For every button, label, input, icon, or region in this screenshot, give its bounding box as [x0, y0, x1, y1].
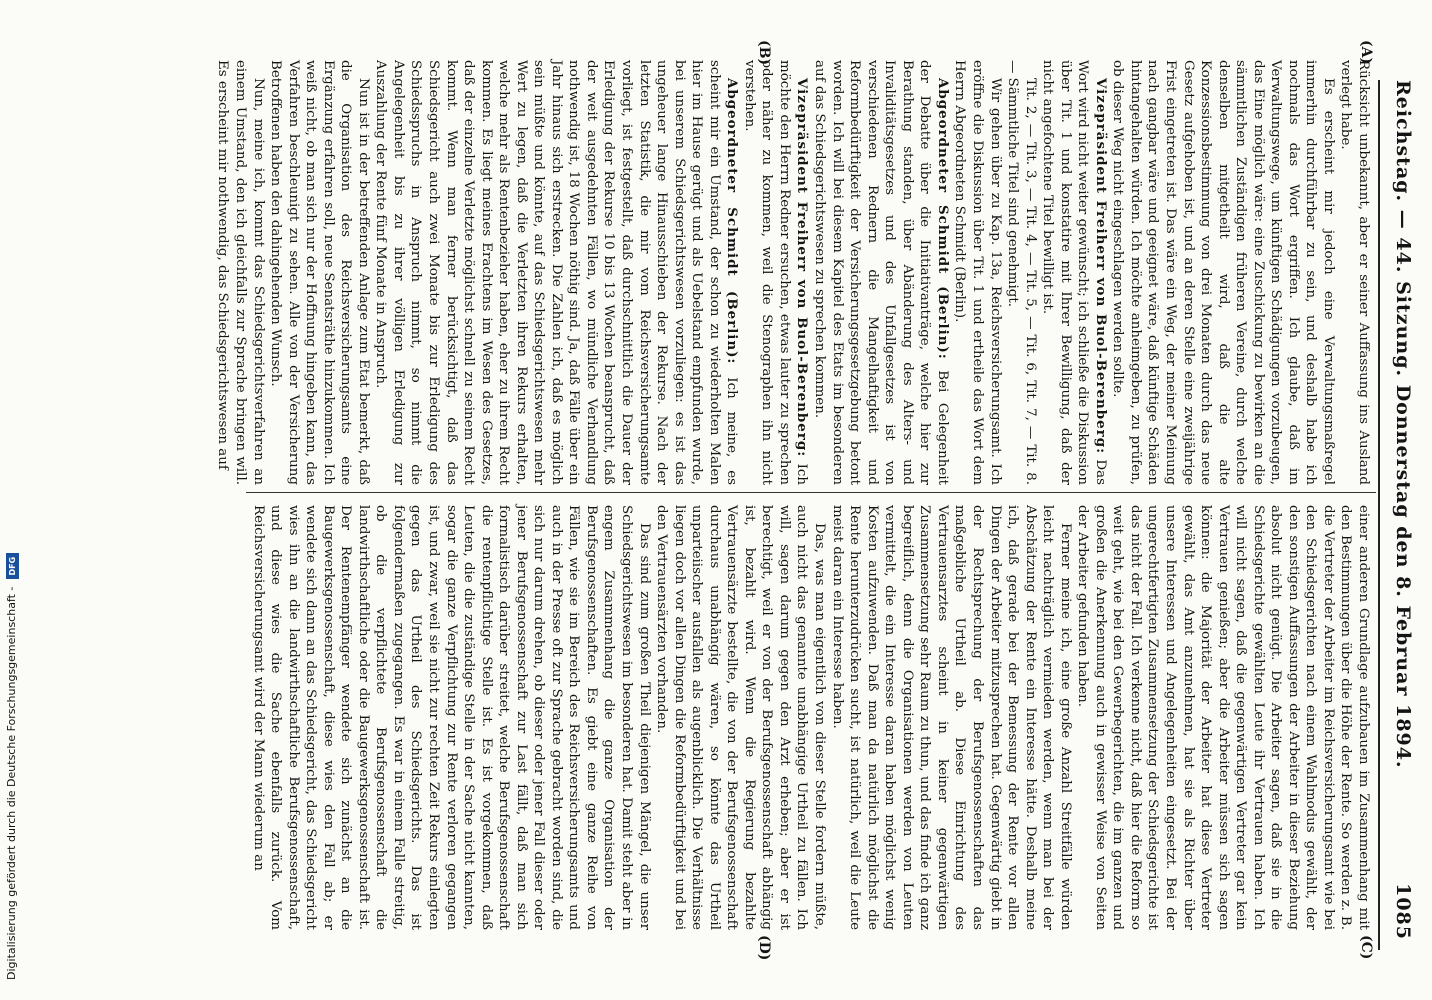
speech-text: Bei Gelegenheit der Debatte über die Initiativanträge, welche hier zur Berathung standen, über Abänderung des Alters- und Invaliditätsgesetzes und des Unfallgesetzes ist von verschiedenen Rednern die Mangelhaftigkeit und Reformbedürftigkeit der Versicherungsgesetzgebung betont worden. Ich will bei diesem Kapitel des Etats im besonderen auf das Schiedsgerichtswesen zu sprechen kommen.	[812, 60, 950, 485]
paragraph: Es erscheint mir jedoch eine Verwaltungsmaßregel immerhin durchführbar zu sein, und deshalb habe ich nochmals das Wort ergriffen. Ich glaube, daß im Verwaltungswege, um künftigen Schädigungen vorzubeugen, das Eine möglich wäre: eine Zuschickung zu bewirken an die sämmtlichen Zuständigen früheren Vereine, durch welche denselben mitgetheilt wird, daß die alte Konzessionsbestimmung von drei Monaten durch das neue Gesetz aufgehoben ist, und an deren Stelle eine zweijährige Frist eingetreten ist. Das wäre ein Weg, der meiner Meinung nach gangbar wäre und geeignet wäre, daß künftige Schäden hintangehalten würden. Ich möchte anheimgeben, zu prüfen, ob dieser Weg nicht eingeschlagen werden sollte.	[1110, 60, 1336, 485]
margin-marker-d: (D)	[756, 935, 772, 961]
speech-text: Ich meine, es scheint mir ein Umstand, der schon zu wiederholten Malen hier im Hause gerügt und als Uebelstand empfunden wurde, bei unserem Schiedsgerichtswesen vorzuliegen: es ist das ungeheuer lange Hinausschieben der Rekurse. Nach der letzten Statistik, die mir vom Reichsversicherungsamte vorliegt, ist festgestellt, daß durchschnittlich die Dauer der Erledigung der Rekurse 10 bis 13 Wochen beansprucht, daß der weit ausgedehnten Fällen, wo mündliche Verhandlung nothwendig ist, 18 Wochen nöthig sind. Ja, daß Fälle über ein Jahr hinaus sich erstrecken. Die Zahlen ich, daß es möglich sein müßte und könnte, auf das Schiedsgerichtswesen mehr Wert zu legen, daß die Verletzten ihren Rekurs erhalten, welche mehr als Rentenbezieher haben, eher zu ihrem Recht kommen. Es liegt meines Erachtens im Wesen des Gesetzes, daß der einzelne Verletzte möglichst schnell zu seinem Recht kommt. Wenn man ferner berücksichtigt, daß das Schiedsgericht auch zwei Monate bis zur Erledigung des Schiedsspruchs in Anspruch nimmt, so nimmt die Angelegenheit bis zu ihrer völligen Erledigung zur Auszahlung der Rente fünf Monate in Anspruch.	[373, 60, 740, 486]
paragraph	[1039, 60, 1109, 485]
paragraph: Wir gehen über zu Kap. 13a, Reichsversicherungsamt. Ich eröffne die Diskussion über Tit. 1 und ertheile das Wort dem Herrn Abgeordneten Schmidt (Berlin).	[952, 60, 1003, 485]
page-number: 1085	[1392, 883, 1414, 940]
paragraph: Das sind zum großen Theil diejenigen Mängel, die unser Schiedsgerichtswesen im besonderen hat. Damit steht aber in engem Zusammenhang die ganze Organisation der Berufsgenossenschaften. Es giebt eine ganze Reihe von Fällen, wie sie im Bereich des Reichsversicherungsamts und auch in der Presse oft zur Sprache gebracht worden sind, die sich nur darum drehen, ob dieser oder jener Fall dieser oder jener Berufsgenossenschaft zur Last fällt, daß man sich formalistisch darüber streitet, welche Berufsgenossenschaft die rentenpflichtige Stelle ist. Es ist vorgekommen, daß Leuten, die die zuständige Stelle in der Sache nicht kannten, sogar die ganze Verpflichtung zur Rente verloren gegangen ist, und zwar, weil sie nicht zur rechten Zeit Rekurs einlegten gegen das Urtheil des Schiedsgerichts. Das ist folgendermaßen zugegangen. Es war in einem Falle streitig, ob die verpflichtete Berufsgenossenschaft die landwirthschaftliche oder die Baugewerksgenossenschaft ist. Der Rentenempfänger wendete sich zunächst an die Baugewerksgenossenschaft, diese wies den Fall ab; er wendete sich dann an das Schiedsgericht, das Schiedsgericht wies ihn an die landwirthschaftliche Berufsgenossenschaft, und diese wies die Sache ebenfalls zurück. Vom Reichsversicherungsamt wird der Mann wiederum an	[250, 505, 652, 930]
page-header	[1384, 80, 1414, 940]
speech-text: Ich möchte den Herrn Redner ersuchen, etwas lauter zu sprechen oder näher zu kommen, weil die Stenographen ihn nicht verstehen.	[741, 60, 810, 486]
paragraph: Nun ist in der betreffenden Anlage zum Etat bemerkt, daß die Organisation des Reichsversicherungsamts eine Ergänzung erfahren soll, neue Senatsräthe hinzukommen. Ich weiß nicht, ob man sich nur der Hoffnung hingeben kann, das Verfahren beschleunigt zu sehen. Alle von der Versicherung Betroffenen haben den dahingehenden Wunsch.	[268, 60, 371, 485]
margin-marker-c: (C)	[1358, 935, 1374, 960]
speech-text: Das Wort wird nicht weiter gewünscht; ich schließe die Diskussion über Tit. 1 und konstatire mit Ihrer Bewilligung, daß der nicht angefochtene Titel bewilligt ist.	[1040, 60, 1108, 485]
paragraph: einer anderen Grundlage aufzubauen im Zusammenhang mit den Bestimmungen über die Höhe der Rente. So werden z. B. die Vertreter der Arbeiter im Reichsversicherungsamt wie bei den Schiedsgerichten nach einem Wahlmodus gewählt, der den sonstigen Auffassungen der Arbeiter in dieser Beziehung absolut nicht genügt. Die Arbeiter sagen, daß sie in die Schiedsgerichte gewählten Leute ihr Vertrauen haben. Ich will nicht sagen, daß die gegenwärtigen Vertreter gar kein Vertrauen genießen; aber die Arbeiter müssen sich sagen können: die Majorität der Arbeiter hat diese Vertreter gewählt, das Amt anzunehmen, hat sie als Richter über unsere Interessen und Angelegenheiten eingesetzt. Bei der ungerechtfertigten Zusammensetzung der Schiedsgerichte ist das nicht der Fall. Ich verkenne nicht, daß hier die Reform so weit geht, wie bei den Gewerbegerichten, die im ganzen und großen die Anerkennung auch in gewisser Weise von Seiten der Arbeiter gefunden haben.	[1075, 505, 1371, 930]
paragraph: Rücksicht unbekannt, aber er seiner Auffassung ins Ausland verlegt habe.	[1338, 60, 1371, 485]
paragraph	[811, 60, 951, 485]
margin-marker-b: (B)	[756, 40, 772, 66]
paragraph	[372, 60, 740, 485]
paragraph: Das, was man eigentlich von dieser Stelle fordern müßte, auch nicht das genannte unabhängige Urtheil zu fällen. Ich will, sagen darum gegen den Arzt erheben; aber er ist berechtigt, weil er von der Berufsgenossenschaft abhängig ist, bezahlt wird. Wenn die Regierung bezahlte Vertrauensärzte bestellte, die von der Berufsgenossenschaft durchaus unabhängig wären, so könnte das Urtheil unparteiischer ausfallen als augenblicklich. Die Verhältnisse liegen doch vor allen Dingen die Reformbedürftigkeit und bei den Vertrauensärzten vorhanden.	[654, 505, 828, 930]
column-divider	[246, 492, 1376, 493]
header-rule	[1378, 80, 1380, 950]
digitization-footer	[2, 420, 22, 980]
margin-marker-a: (A)	[1358, 40, 1374, 65]
paragraph: Ferner meine ich, eine große Anzahl Streitfälle würden leicht nachträglich vermieden werden, wenn man bei der Abschätzung der Rente ein Interesse hätte. Deshalb meine ich, daß gerade bei der Bemessung der Rente vor allen Dingen der Arbeiter mitzusprechen hat. Gegenwärtig giebt in der Rechtsprechung der Berufsgenossenschaften das maßgebliche Urtheil ab. Diese Einrichtung des Vertrauensarztes scheint in keiner gegenwärtigen Zusammensetzung sehr Raum zu thun, und das finde ich ganz begreiflich, denn die Organisationen werden von Leuten vermittelt, die ein Interesse daran haben möglichst wenig Kosten aufzuwenden. Daß man da natürlich möglichst die Rente herunterzudrücken sucht, ist natürlich, weil die Leute meist daran ein Interesse haben.	[829, 505, 1073, 930]
speaker-name: Abgeordneter Schmidt (Berlin):	[934, 78, 951, 360]
paragraph: Tit. 2, — Tit. 3, — Tit. 4, — Tit. 5, — Tit. 6, Tit. 7, — Tit. 8. — Sämmtliche Titel sind genehmigt.	[1005, 60, 1038, 485]
paragraph: Nun, meine ich, kommt das Schiedsgerichtsverfahren an einem Umstand, den ich gleichfalls zur Sprache bringen will. Es erscheint mir nothwendig, das Schiedsgerichtswesen auf	[215, 60, 266, 485]
dfg-logo: DFG	[6, 553, 19, 579]
header-title: Reichstag. — 44. Sitzung. Donnerstag den 8. Februar 1894.	[1392, 80, 1414, 769]
left-column	[214, 60, 1372, 485]
speaker-name: Vizepräsident Freiherr von Buol-Berenberg:	[1092, 78, 1109, 455]
right-column	[249, 505, 1372, 930]
speaker-name: Vizepräsident Freiherr von Buol-Berenberg:	[794, 78, 811, 458]
paragraph	[740, 60, 810, 485]
footer-text: Digitalisierung gefördert durch die Deutsche Forschungsgemeinschaft -	[5, 586, 18, 980]
speaker-name: Abgeordneter Schmidt (Berlin):	[724, 78, 741, 365]
